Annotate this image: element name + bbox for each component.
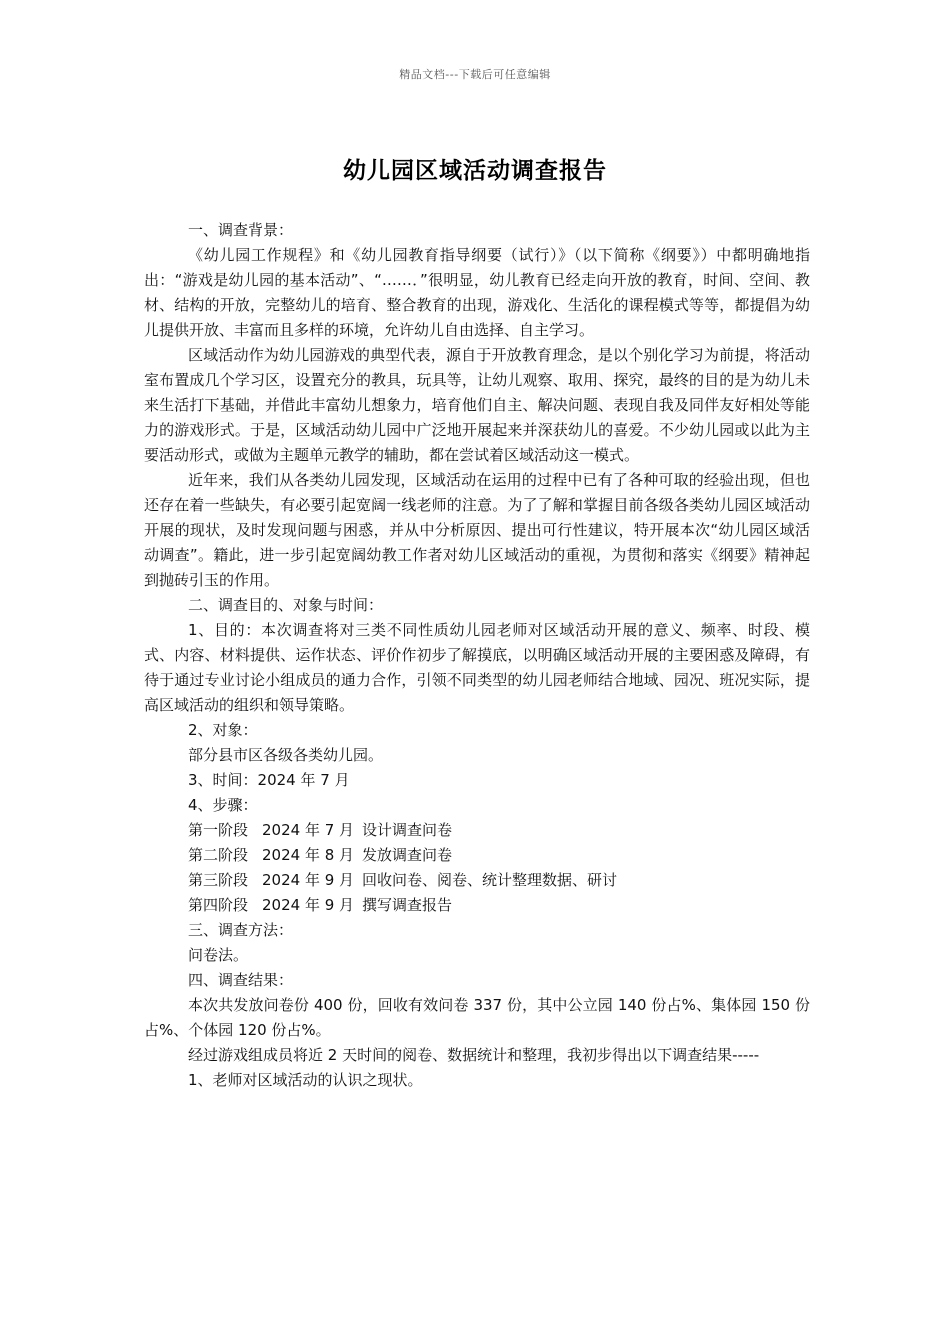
paragraph-background-1: 《幼儿园工作规程》和《幼儿园教育指导纲要（试行）》（以下简称《纲要》）中都明确地指出：“游戏是幼儿园的基本活动”、“……．”很明显，幼儿教育已经走向开放的教育，时间、空间、教材、结构的开放，完整幼儿的培育、整合教育的出现，游戏化、生活化的课程模式等等，都提倡为幼儿提供开放、丰富而且多样的环境，允许幼儿自由选择、自主学习。: [144, 246, 810, 339]
stage-name: 第三阶段: [188, 871, 249, 889]
paragraph-background-2: 区域活动作为幼儿园游戏的典型代表，源自于开放教育理念，是以个别化学习为前提，将活动室布置成几个学习区，设置充分的教具，玩具等，让幼儿观察、取用、探究，最终的目的是为幼儿未来生活打下基础，并借此丰富幼儿想象力，培育他们自主、解决问题、表现自我及同伴友好相处等能力的游戏形式。于是，区域活动幼儿园中广泛地开展起来并深获幼儿的喜爱。不少幼儿园或以此为主要活动形式，或做为主题单元教学的辅助，都在尝试着区域活动这一模式。: [144, 346, 810, 464]
document-header: 精品文档---下载后可任意编辑: [399, 68, 551, 81]
stage-date: 2024 年 8 月: [262, 846, 355, 864]
stage-row: [144, 843, 810, 868]
paragraph-results-3: 1、老师对区域活动的认识之现状。: [188, 1071, 423, 1089]
stage-name: 第一阶段: [188, 821, 249, 839]
stage-name: 第二阶段: [188, 846, 249, 864]
paragraph-results-2: 经过游戏组成员将近 2 天时间的阅卷、数据统计和整理，我初步得出以下调查结果-----: [188, 1046, 760, 1064]
stage-row: [144, 893, 810, 918]
section-heading-purpose: 二、调查目的、对象与时间：: [188, 596, 384, 614]
stage-task: 发放调查问卷: [362, 846, 453, 864]
document-title: 幼儿园区域活动调查报告: [343, 158, 607, 184]
section-heading-background: 一、调查背景：: [188, 221, 294, 239]
paragraph-purpose: 1、目的：本次调查将对三类不同性质幼儿园老师对区域活动开展的意义、频率、时段、模式、内容、材料提供、运作状态、评价作初步了解摸底，以明确区域活动开展的主要困惑及障碍，有待于通过专业讨论小组成员的通力合作，引领不同类型的幼儿园老师结合地域、园况、班况实际，提高区域活动的组织和领导策略。: [144, 621, 810, 714]
label-steps: 4、步骤：: [188, 796, 258, 814]
paragraph-time: 3、时间：2024 年 7 月: [188, 771, 350, 789]
paragraph-method: 问卷法。: [188, 946, 249, 964]
paragraph-target: 部分县市区各级各类幼儿园。: [188, 746, 384, 764]
paragraph-results-1: 本次共发放问卷份 400 份，回收有效问卷 337 份，其中公立园 140 份占%、集体园 150 份占%、个体园 120 份占%。: [144, 996, 810, 1039]
stage-task: 设计调查问卷: [362, 821, 453, 839]
paragraph-background-3: 近年来，我们从各类幼儿园发现，区域活动在运用的过程中已有了各种可取的经验出现，但也还存在着一些缺失，有必要引起宽阔一线老师的注意。为了了解和掌握目前各级各类幼儿园区域活动开展的现状，及时发现问题与困惑，并从中分析原因、提出可行性建议，特开展本次“幼儿园区域活动调查”。籍此，进一步引起宽阔幼教工作者对幼儿区域活动的重视，为贯彻和落实《纲要》精神起到抛砖引玉的作用。: [144, 471, 810, 589]
document-body: [144, 218, 810, 1093]
stage-date: 2024 年 9 月: [262, 871, 355, 889]
stage-date: 2024 年 9 月: [262, 896, 355, 914]
stage-date: 2024 年 7 月: [262, 821, 355, 839]
section-heading-method: 三、调查方法：: [188, 921, 294, 939]
section-heading-results: 四、调查结果：: [188, 971, 294, 989]
stage-name: 第四阶段: [188, 896, 249, 914]
label-target: 2、对象：: [188, 721, 258, 739]
stage-row: [144, 868, 810, 893]
stage-row: [144, 818, 810, 843]
stage-task: 撰写调查报告: [362, 896, 453, 914]
stage-task: 回收问卷、阅卷、统计整理数据、研讨: [362, 871, 618, 889]
